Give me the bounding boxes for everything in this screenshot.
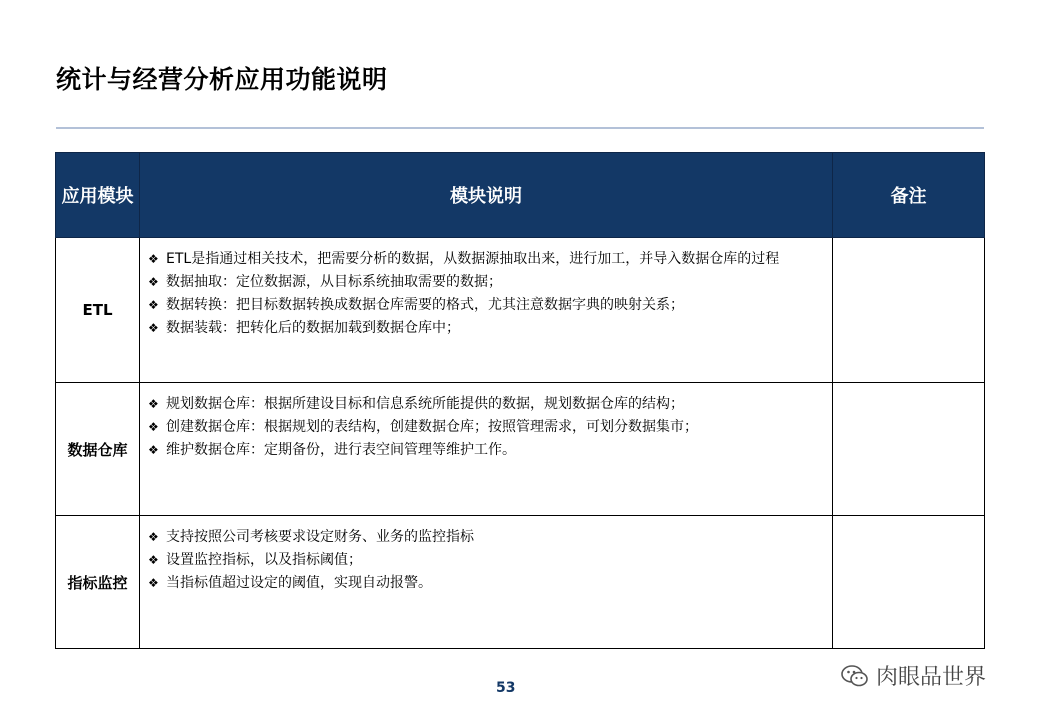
diamond-bullet-icon: ❖ — [148, 275, 159, 289]
diamond-bullet-icon: ❖ — [148, 553, 159, 567]
list-item: ❖ 创建数据仓库：根据规划的表结构，创建数据仓库；按照管理需求，可划分数据集市； — [148, 417, 824, 438]
list-item: ❖ 支持按照公司考核要求设定财务、业务的监控指标 — [148, 527, 824, 548]
page-number: 53 — [496, 680, 516, 696]
list-item: ❖ 数据装载：把转化后的数据加载到数据仓库中； — [148, 318, 824, 339]
note-cell — [833, 238, 985, 383]
note-cell — [833, 516, 985, 649]
table-row — [56, 383, 985, 516]
function-table — [55, 152, 985, 649]
module-cell: ETL — [56, 238, 140, 383]
diamond-bullet-icon: ❖ — [148, 420, 159, 434]
list-item: ❖ 规划数据仓库：根据所建设目标和信息系统所能提供的数据，规划数据仓库的结构； — [148, 394, 824, 415]
title-divider — [56, 127, 984, 129]
watermark — [840, 660, 986, 691]
module-cell: 指标监控 — [56, 516, 140, 649]
list-item: ❖ ETL是指通过相关技术，把需要分析的数据，从数据源抽取出来，进行加工，并导入数据仓库的过程 — [148, 249, 824, 270]
description-cell — [140, 238, 833, 383]
diamond-bullet-icon: ❖ — [148, 298, 159, 312]
description-cell — [140, 516, 833, 649]
module-cell: 数据仓库 — [56, 383, 140, 516]
list-item: ❖ 设置监控指标，以及指标阈值； — [148, 550, 824, 571]
diamond-bullet-icon: ❖ — [148, 252, 159, 266]
header-module: 应用模块 — [56, 153, 140, 238]
table-header-row — [56, 153, 985, 238]
list-item: ❖ 数据转换：把目标数据转换成数据仓库需要的格式，尤其注意数据字典的映射关系； — [148, 295, 824, 316]
diamond-bullet-icon: ❖ — [148, 443, 159, 457]
watermark-text: 肉眼品世界 — [876, 665, 987, 690]
description-cell — [140, 383, 833, 516]
list-item: ❖ 维护数据仓库：定期备份，进行表空间管理等维护工作。 — [148, 440, 824, 461]
note-cell — [833, 383, 985, 516]
header-description: 模块说明 — [140, 153, 833, 238]
diamond-bullet-icon: ❖ — [148, 576, 159, 590]
table-row — [56, 238, 985, 383]
wechat-icon — [840, 663, 870, 689]
page-title: 统计与经营分析应用功能说明 — [56, 65, 388, 94]
diamond-bullet-icon: ❖ — [148, 321, 159, 335]
header-note: 备注 — [833, 153, 985, 238]
diamond-bullet-icon: ❖ — [148, 530, 159, 544]
table-row — [56, 516, 985, 649]
list-item: ❖ 当指标值超过设定的阈值，实现自动报警。 — [148, 573, 824, 594]
diamond-bullet-icon: ❖ — [148, 397, 159, 411]
list-item: ❖ 数据抽取：定位数据源，从目标系统抽取需要的数据； — [148, 272, 824, 293]
